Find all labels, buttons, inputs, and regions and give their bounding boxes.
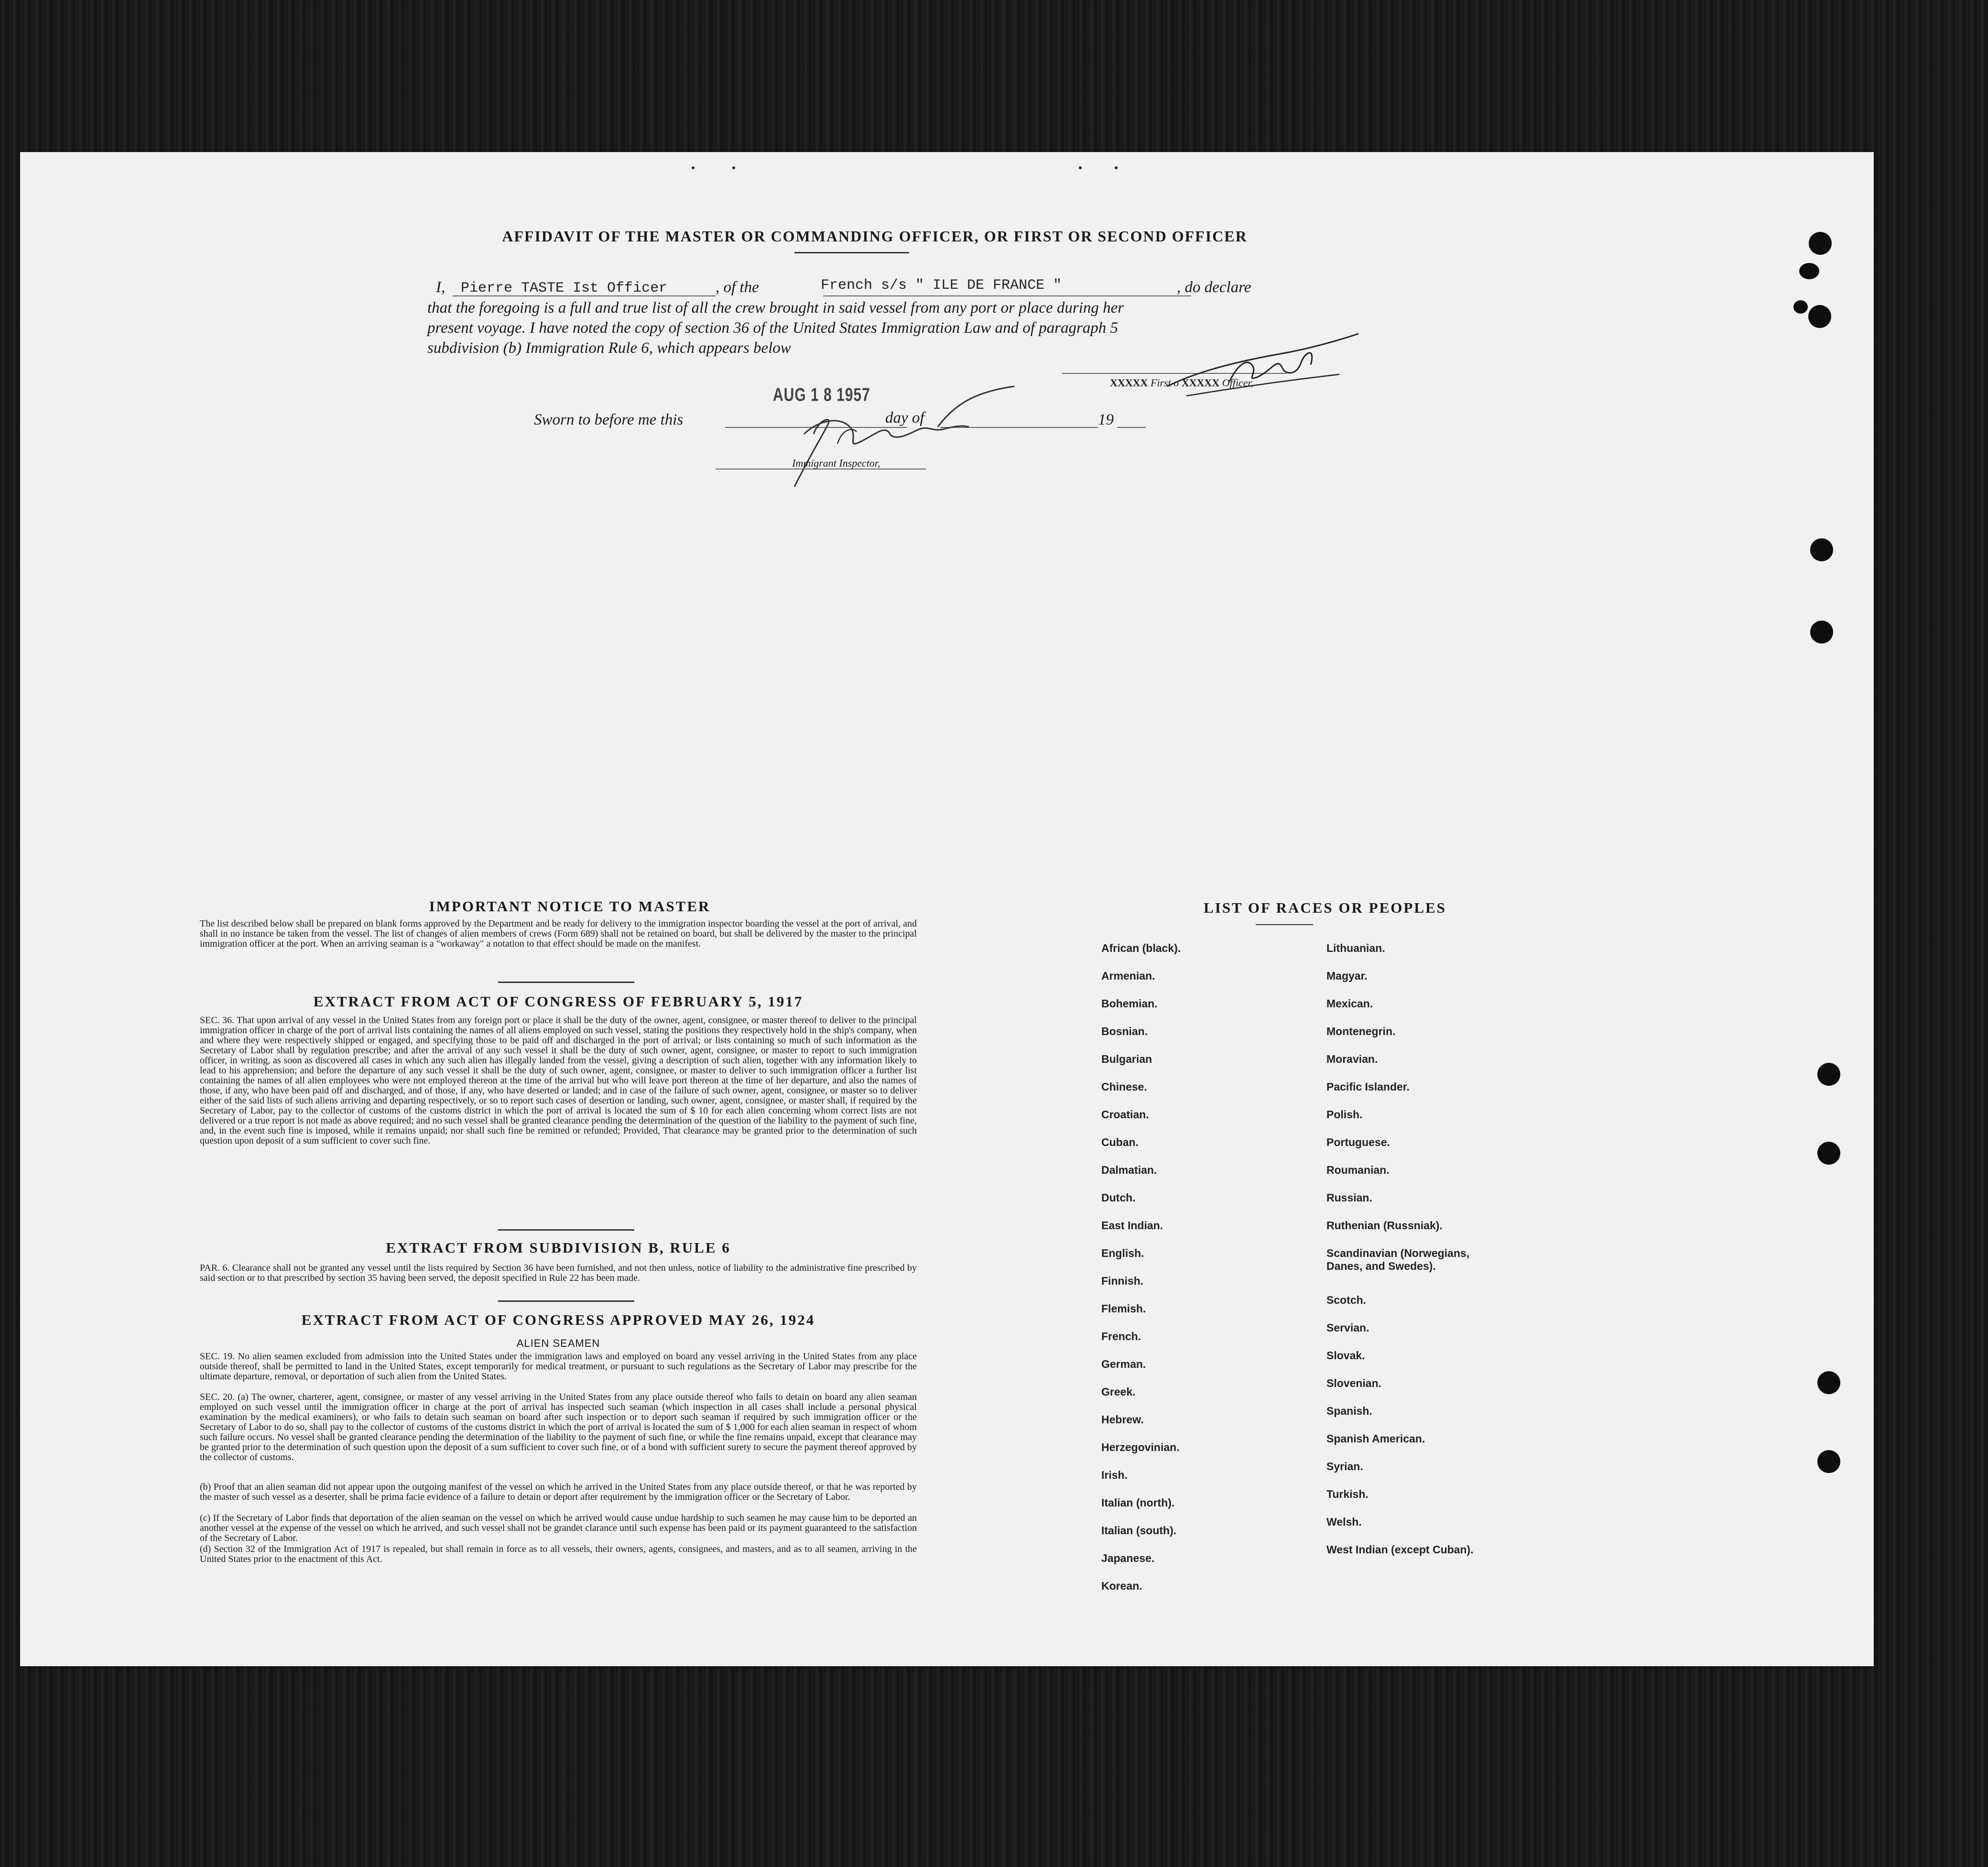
race-left: Dutch. — [1101, 1191, 1136, 1204]
race-right: Montenegrin. — [1326, 1025, 1396, 1037]
declaration-line-2: that the foregoing is a full and true list of all the crew brought in said vessel from any port or place during her — [427, 299, 1124, 317]
extract-1924-sec20c: (c) If the Secretary of Labor finds that deportation of the alien seaman on the vessel on which he arrived would cause undue hardship to such seamen he may cause him to be deported an another vessel at the expense of the vessel on which he arrived, and such vessel shall not be grandet clarance until such expense has been paid or its payment guaranteed to the satisfaction of the Secretary of Labor. — [200, 1513, 917, 1543]
punch-hole — [1793, 300, 1808, 314]
dust-speck — [732, 166, 735, 169]
race-left: Dalmatian. — [1101, 1164, 1157, 1176]
race-left: Finnish. — [1101, 1275, 1144, 1287]
race-right: Syrian. — [1326, 1460, 1363, 1473]
race-left: Bosnian. — [1101, 1025, 1148, 1037]
race-right: Ruthenian (Russniak). — [1326, 1219, 1443, 1232]
divider — [498, 1229, 634, 1231]
races-title: LIST OF RACES OR PEOPLES — [1204, 899, 1446, 916]
declaration-prefix: I, — [436, 279, 445, 296]
document-sheet — [20, 152, 1874, 1666]
sworn-text: Sworn to before me this — [534, 411, 684, 428]
punch-hole — [1817, 1063, 1840, 1086]
race-right: Mexican. — [1326, 997, 1373, 1010]
punch-hole — [1810, 621, 1833, 644]
declaration-line-1 — [436, 279, 445, 296]
extract-1917-text: SEC. 36. That upon arrival of any vessel in the United States from any foreign port or place it shall be the duty of the owner, agent, consignee, or master thereof to deliver to the principal immigration officer in charge of the port of arrival lists containing the names of all aliens employed on such vessel, stating the positions they respectively hold in the ship's company, when and where they were respectively shipped or engaged, and specifying those to be paid off and discharged in the port of arrival; or lists containing so much of such information as the Secretary of Labor shall by regulation prescribe; and after the arrival of any such vessel it shall be the duty of such owner, agent, consignee, or master to report to such immigration officer, in writing, as soon as discovered all cases in which any such alien has illegally landed from the vessel, giving a description of such alien, together with any information likely to lead to his apprehension; and before the departure of any such vessel it shall be the duty of such owner, agent, consignee, or master to deliver to such immigration officer a further list containing the names of all alien employees who were not employed thereon at the time of the arrival but who will leave port thereon at the time of her departure, and also the names of those, if any, who have been paid off and discharged, and of those, if any, who have deserted or landed; and in case of the failure of such owner, agent, consignee, or master so to deliver either of the said lists of such aliens arriving and departing respectively, or so to report such cases of desertion or landing, such owner, agent, consignee, or master shall, if required by the Secretary of Labor, pay to the collector of customs of the customs district in which the port of arrival is located the sum of $ 10 for each alien concerning whom correct lists are not delivered or a true report is not made as above required; and no such vessel shall be granted clearance pending the determination of the question of the liability to the payment of such fine, and, in the event such fine is imposed, while it remains unpaid; nor shall such fine be remitted or refunded; Provided, That clearance may be granted prior to the determination of such question upon deposit of a sum sufficient to cover such fine. — [200, 1015, 917, 1146]
notice-title: IMPORTANT NOTICE TO MASTER — [429, 898, 711, 915]
date-stamp: AUG 1 8 1957 — [773, 384, 870, 405]
inspector-label: Immigrant Inspector, — [792, 457, 880, 469]
extract-1924-sec20a: SEC. 20. (a) The owner, charterer, agent, consignee, or master of any vessel arriving in the United States from any place outside thereof who fails to detain on board any alien seaman employed on such vessel until the immigration officer in charge at the port of arrival has inspected such seaman (which inspection in all cases shall include a personal physical examination by the medical examiners), or who fails to detain such seaman on board after such inspection or to deport such seaman if required by such immigration officer or the Secretary of Labor to do so, shall pay to the collector of customs of the customs district in which the port of arrival is located the sum of $ 1,000 for each alien seaman in respect of whom such failure occurs. No vessel shall be granted clearance pending the determination of the liability to the payment of such fine, or while the fine remains unpaid, except that clearance may be granted prior to the determination of such question upon the deposit of a sum sufficient to cover such fine, or of a bond with sufficient surety to secure the payment thereof approved by the collector of customs. — [200, 1392, 917, 1463]
race-left: English. — [1101, 1247, 1144, 1259]
race-right: Lithuanian. — [1326, 942, 1385, 954]
race-left: Italian (north). — [1101, 1496, 1175, 1509]
dust-speck — [1115, 166, 1118, 169]
divider — [498, 1300, 634, 1302]
divider — [1256, 924, 1313, 925]
dust-speck — [692, 166, 695, 169]
race-right: Portuguese. — [1326, 1136, 1390, 1148]
race-right: Scotch. — [1326, 1294, 1367, 1306]
race-left: Greek. — [1101, 1386, 1136, 1398]
punch-hole — [1810, 538, 1833, 561]
extract-1924-sec20d: (d) Section 32 of the Immigration Act of 1917 is repealed, but shall remain in force as to all vessels, their owners, agents, consignees, and masters, and as to all seamen, arriving in the United States prior to the enactment of this Act. — [200, 1544, 917, 1564]
punch-hole — [1808, 305, 1831, 328]
race-left: African (black). — [1101, 942, 1181, 954]
race-right: Spanish. — [1326, 1405, 1372, 1417]
race-right: Pacific Islander. — [1326, 1081, 1410, 1093]
race-left: Italian (south). — [1101, 1524, 1177, 1537]
punch-hole — [1809, 232, 1832, 255]
race-left: Croatian. — [1101, 1108, 1149, 1121]
race-right: Welsh. — [1326, 1516, 1362, 1528]
declaration-line-3: present voyage. I have noted the copy of section 36 of the United States Immigration Law and of paragraph 5 — [427, 319, 1119, 337]
race-left: Korean. — [1101, 1580, 1142, 1592]
race-right: Magyar. — [1326, 970, 1368, 982]
officer-title-label: XXXXX First o XXXXX Officer, — [1110, 377, 1254, 389]
affidavit-title: AFFIDAVIT OF THE MASTER OR COMMANDING OFFICER, OR FIRST OR SECOND OFFICER — [502, 228, 1248, 245]
extract-rule6-text: PAR. 6. Clearance shall not be granted any vessel until the lists required by Section 36 have been furnished, and not then unless, notice of liability to the administrative fine prescribed by said section or to that prescribed by section 35 having been served, the deposit specified in Rule 22 has been made. — [200, 1263, 917, 1283]
race-right: Roumanian. — [1326, 1164, 1390, 1176]
race-right: Turkish. — [1326, 1488, 1369, 1500]
race-left: East Indian. — [1101, 1219, 1163, 1232]
title-underline — [794, 252, 909, 253]
vessel-name: French s/s " ILE DE FRANCE " — [821, 277, 1062, 294]
dust-speck — [1079, 166, 1082, 169]
year-prefix: 19 — [1098, 411, 1114, 428]
race-left: Bulgarian — [1101, 1053, 1152, 1065]
race-left: Japanese. — [1101, 1552, 1155, 1564]
race-right: Russian. — [1326, 1191, 1372, 1204]
punch-hole — [1817, 1142, 1840, 1165]
extract-1917-title: EXTRACT FROM ACT OF CONGRESS OF FEBRUARY 5, 1917 — [313, 993, 804, 1010]
extract-rule6-title: EXTRACT FROM SUBDIVISION B, RULE 6 — [386, 1239, 731, 1256]
race-left: Hebrew. — [1101, 1413, 1144, 1426]
declaration-line-4: subdivision (b) Immigration Rule 6, which appears below — [427, 339, 791, 357]
race-right: Moravian. — [1326, 1053, 1378, 1065]
do-declare-text: , do declare — [1177, 279, 1251, 296]
race-right: Polish. — [1326, 1108, 1363, 1121]
race-right: Slovak. — [1326, 1349, 1365, 1362]
race-right: Spanish American. — [1326, 1432, 1425, 1445]
race-right: Slovenian. — [1326, 1377, 1382, 1389]
race-left: Armenian. — [1101, 970, 1155, 982]
notice-text: The list described below shall be prepared on blank forms approved by the Department and be ready for delivery to the immigration inspector boarding the vessel at the port of arrival, and shall in no instance be taken from the vessel. The list of changes of alien members of crews (Form 689) shall not be retained on board, but shall be delivered by the master to the principal immigration officer at the port. When an arriving seaman is a "workaway" a notation to that effect should be made on the manifest. — [200, 918, 917, 949]
divider — [498, 982, 634, 983]
sworn-year-line — [1117, 427, 1146, 428]
inspector-signature — [766, 382, 1033, 496]
alien-seamen-subtitle: ALIEN SEAMEN — [516, 1337, 600, 1349]
of-the-text: , of the — [716, 279, 759, 296]
punch-hole — [1817, 1450, 1840, 1473]
officer-signature — [1158, 329, 1368, 405]
extract-1924-sec20b: (b) Proof that an alien seaman did not appear upon the outgoing manifest of the vessel on which he arrived in the United States from any place outside thereof, or that he was reported by the master of such vessel as a deserter, shall be prima facie evidence of a failure to detain or deport after requirement by the immigration officer or the Secretary of Labor. — [200, 1482, 917, 1502]
race-right: West Indian (except Cuban). — [1326, 1543, 1474, 1556]
extract-1924-title: EXTRACT FROM ACT OF CONGRESS APPROVED MAY 26, 1924 — [301, 1311, 815, 1328]
race-left: Flemish. — [1101, 1302, 1146, 1315]
race-left: Bohemian. — [1101, 997, 1158, 1010]
race-left: French. — [1101, 1330, 1141, 1343]
extract-1924-sec19: SEC. 19. No alien seamen excluded from admission into the United States under the immigration laws and employed on board any vessel arriving in the United States from any place outside thereof, shall be permitted to land in the United States, except temporarily for medical treatment, or pursuant to such regulations as the Secretary of Labor may prescribe for the ultimate departure, removal, or deportation of such alien from the United States. — [200, 1351, 917, 1382]
race-left: Irish. — [1101, 1469, 1128, 1481]
race-right: Servian. — [1326, 1321, 1369, 1334]
punch-hole — [1799, 263, 1819, 279]
race-right: Scandinavian (Norwegians, Danes, and Swedes). — [1326, 1247, 1470, 1272]
vessel-line — [823, 295, 1191, 296]
race-left: Chinese. — [1101, 1081, 1147, 1093]
officer-name: Pierre TASTE Ist Officer — [461, 280, 668, 296]
day-of-text: day of — [885, 409, 924, 426]
punch-hole — [1817, 1371, 1840, 1394]
race-left: Cuban. — [1101, 1136, 1139, 1148]
race-left: German. — [1101, 1358, 1146, 1370]
race-left: Herzegovinian. — [1101, 1441, 1180, 1453]
